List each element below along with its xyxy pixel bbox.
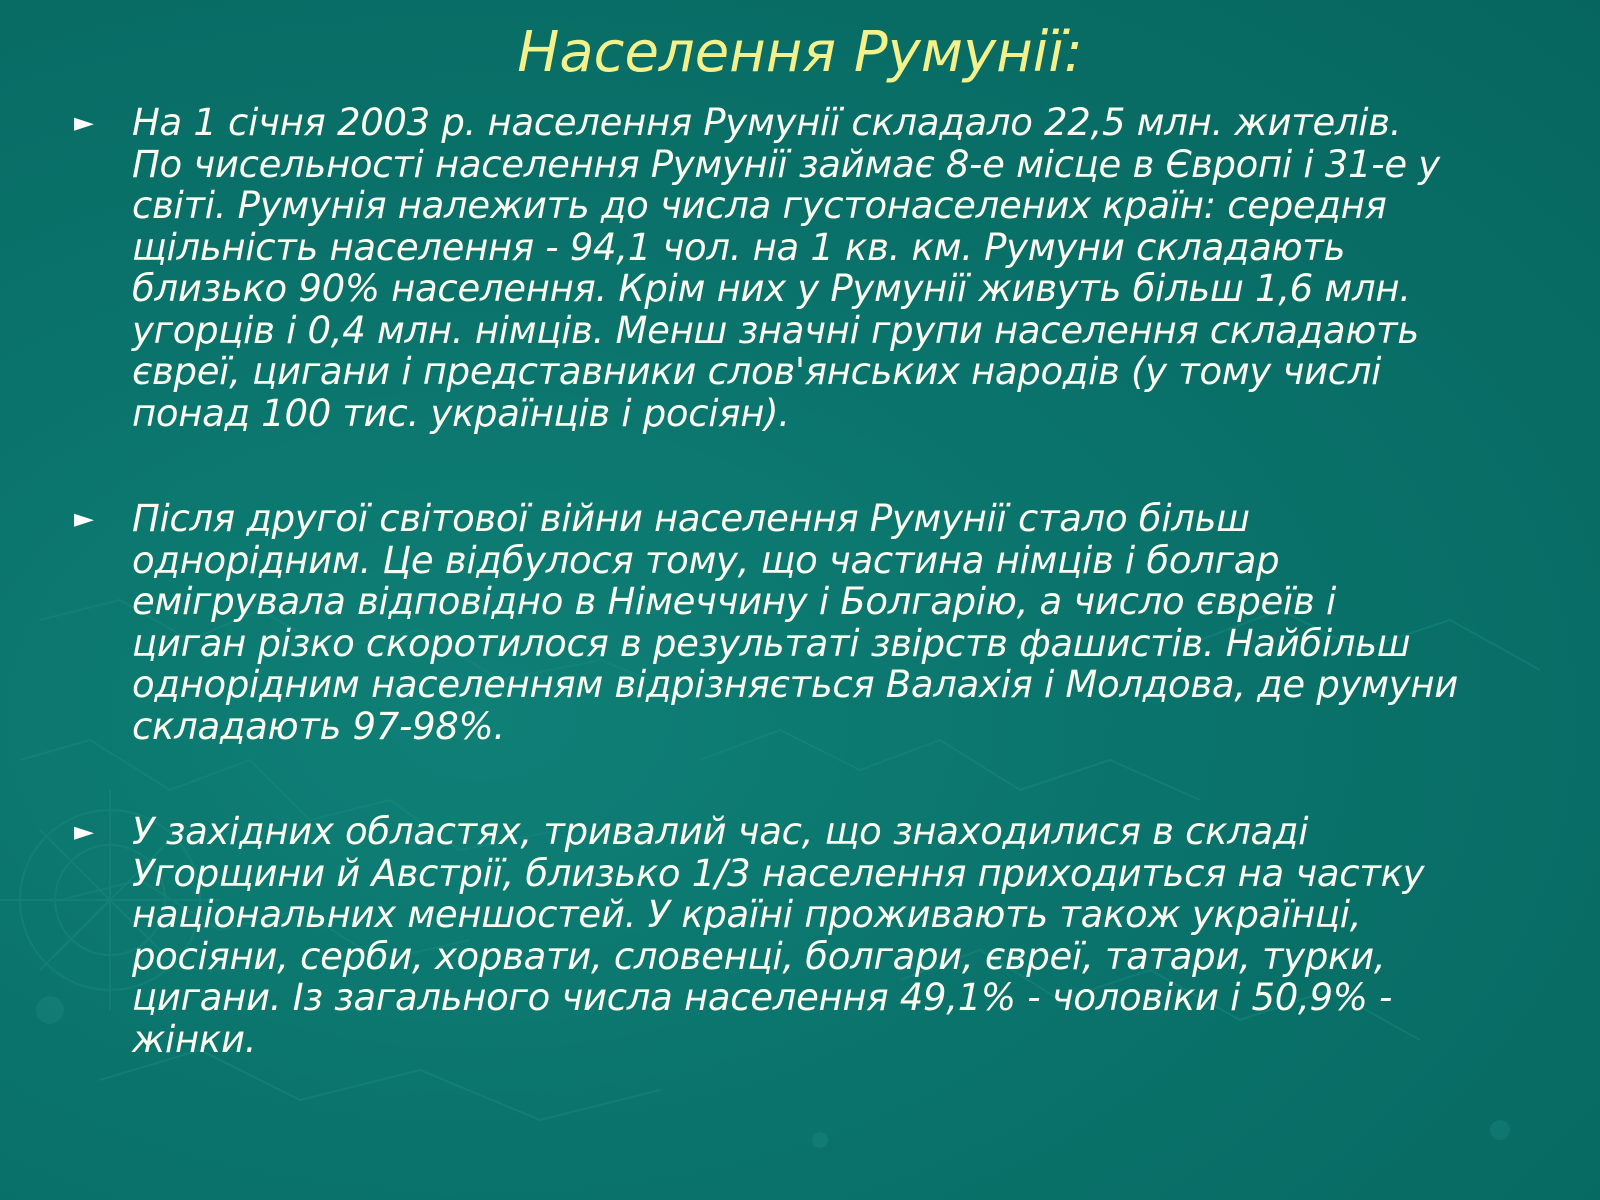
bullet-arrow-icon: ►: [74, 817, 94, 847]
bullet-line: циган різко скоротилося в результаті звірств фашистів. Найбільш: [132, 621, 1411, 665]
bullet-list: [70, 102, 1550, 1060]
bullet-line: угорців і 0,4 млн. німців. Менш значні групи населення складають: [132, 308, 1419, 352]
bullet-line: Після другої світової війни населення Румунії стало більш: [132, 497, 1250, 540]
bullet-item-3: [70, 811, 1550, 1060]
bullet-line: однорідним населенням відрізняється Валахія і Молдова, де румуни: [132, 663, 1458, 706]
bullet-line: однорідним. Це відбулося тому, що частина німців і болгар: [132, 538, 1280, 582]
bullet-line: По чисельності населення Румунії займає 8-е місце в Європі і 31-е у: [132, 142, 1440, 186]
bullet-line: щільність населення - 94,1 чол. на 1 кв. км. Румуни складають: [132, 225, 1346, 269]
bullet-line: жінки.: [132, 1017, 257, 1061]
bullet-line: Угорщини й Австрії, близько 1/3 населення приходиться на частку: [132, 851, 1425, 895]
bullet-item-2: [70, 498, 1550, 747]
bullet-line: національних меншостей. У країні проживають також українці,: [132, 893, 1362, 936]
bullet-line: складають 97-98%.: [132, 704, 505, 748]
bullet-line: понад 100 тис. українців і росіян).: [132, 391, 790, 435]
bullet-line: У західних областях, тривалий час, що знаходилися в складі: [132, 810, 1309, 853]
bullet-line: євреї, цигани і представники слов'янських народів (у тому числі: [132, 350, 1382, 393]
bullet-arrow-icon: ►: [74, 108, 94, 138]
bullet-line: росіяни, серби, хорвати, словенці, болгари, євреї, татари, турки,: [132, 934, 1386, 978]
bullet-line: емігрувала відповідно в Німеччину і Болгарію, а число євреїв і: [132, 580, 1336, 623]
bullet-arrow-icon: ►: [74, 504, 94, 534]
bullet-line: На 1 січня 2003 р. населення Румунії складало 22,5 млн. жителів.: [132, 101, 1402, 144]
bullet-item-1: [70, 102, 1550, 434]
bullet-line: світі. Румунія належить до числа густонаселених країн: середня: [132, 184, 1387, 227]
slide-title: Населення Румунії:: [517, 20, 1083, 85]
bullet-line: цигани. Із загального числа населення 49,1% - чоловіки і 50,9% -: [132, 976, 1393, 1019]
bullet-line: близько 90% населення. Крім них у Румунії живуть більш 1,6 млн.: [132, 267, 1411, 310]
